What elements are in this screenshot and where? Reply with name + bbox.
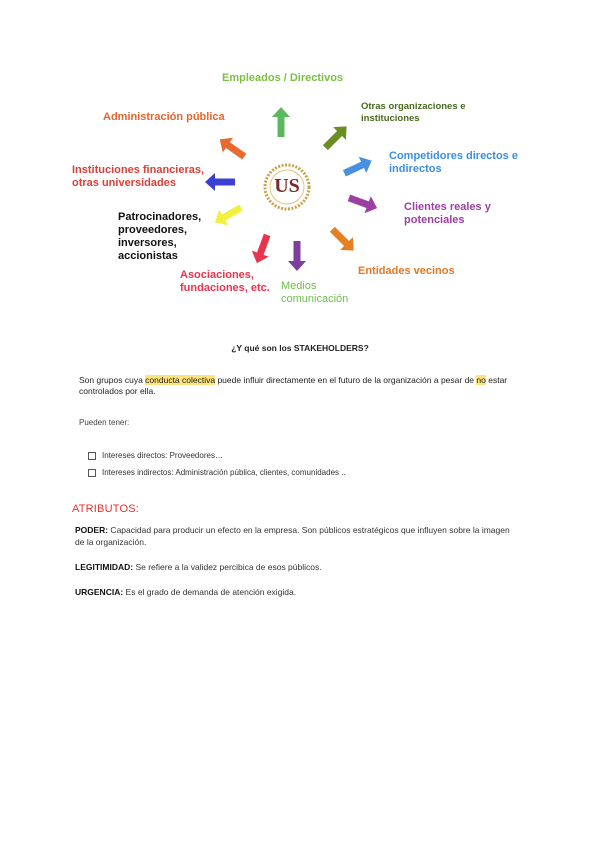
stakeholders-diagram	[0, 0, 600, 320]
logo-text: US	[274, 175, 300, 197]
page-title: ¿Y qué son los STAKEHOLDERS?	[231, 343, 369, 353]
interest-list	[88, 447, 346, 481]
label-otras: Otras organizaciones e instituciones	[361, 101, 466, 124]
bullet-text: Intereses directos: Proveedores…	[102, 451, 223, 460]
pueden-tener: Pueden tener:	[79, 418, 130, 427]
bullet-text: Intereses indirectos: Administración pública, clientes, comunidades ..	[102, 468, 346, 477]
arrow-otras-icon	[319, 120, 353, 154]
label-instituciones: Instituciones financieras, otras universidades	[72, 164, 205, 189]
list-item	[88, 447, 346, 464]
university-logo	[262, 162, 312, 212]
arrow-medios-icon	[288, 241, 306, 271]
arrow-competidores-icon	[341, 153, 376, 182]
list-item	[88, 464, 346, 481]
label-medios: Medios comunicación	[281, 280, 349, 305]
intro-pre: Son grupos cuya	[79, 375, 146, 385]
label-competidores: Competidores directos e indirectos	[389, 150, 518, 175]
attribute-text: Se refiere a la validez percibica de esos públicos.	[133, 562, 322, 572]
highlight-conducta: conducta colectiva	[145, 375, 216, 385]
label-patrocinadores: Patrocinadores, proveedores, inversores, accionistas	[118, 211, 202, 262]
arrow-clientes-icon	[346, 189, 380, 216]
highlight-no: no	[476, 375, 486, 385]
attribute-term: PODER:	[75, 525, 109, 535]
atributos-heading: ATRIBUTOS:	[72, 503, 139, 515]
intro-post: estar controlados por ella.	[79, 375, 508, 396]
checkbox-bullet-icon	[88, 469, 96, 477]
arrow-patrocinadores-icon	[211, 200, 246, 231]
attribute-text: Capacidad para producir un efecto en la empresa. Son públicos estratégicos que influyen sobre la imagen de la organización.	[75, 525, 510, 547]
label-clientes: Clientes reales y potenciales	[404, 201, 491, 226]
attribute-poder	[75, 524, 515, 548]
label-entidades: Entidades vecinos	[358, 265, 455, 277]
attribute-term: URGENCIA:	[75, 587, 124, 597]
intro-mid: puede influir directamente en el futuro de la organización a pesar de	[215, 375, 477, 385]
label-empleados: Empleados / Directivos	[222, 72, 344, 84]
arrow-administracion-icon	[215, 132, 250, 164]
attribute-urgencia	[75, 586, 515, 598]
checkbox-bullet-icon	[88, 452, 96, 460]
attribute-text: Es el grado de demanda de atención exigida.	[123, 587, 297, 597]
label-administracion: Administración pública	[103, 111, 225, 123]
arrow-asociaciones-icon	[248, 232, 275, 266]
arrow-empleados-icon	[272, 107, 290, 137]
attribute-term: LEGITIMIDAD:	[75, 562, 134, 572]
intro-paragraph	[79, 375, 519, 397]
attribute-legitimidad	[75, 561, 515, 573]
arrow-entidades-icon	[326, 223, 360, 257]
label-asociaciones: Asociaciones, fundaciones, etc.	[180, 269, 270, 294]
